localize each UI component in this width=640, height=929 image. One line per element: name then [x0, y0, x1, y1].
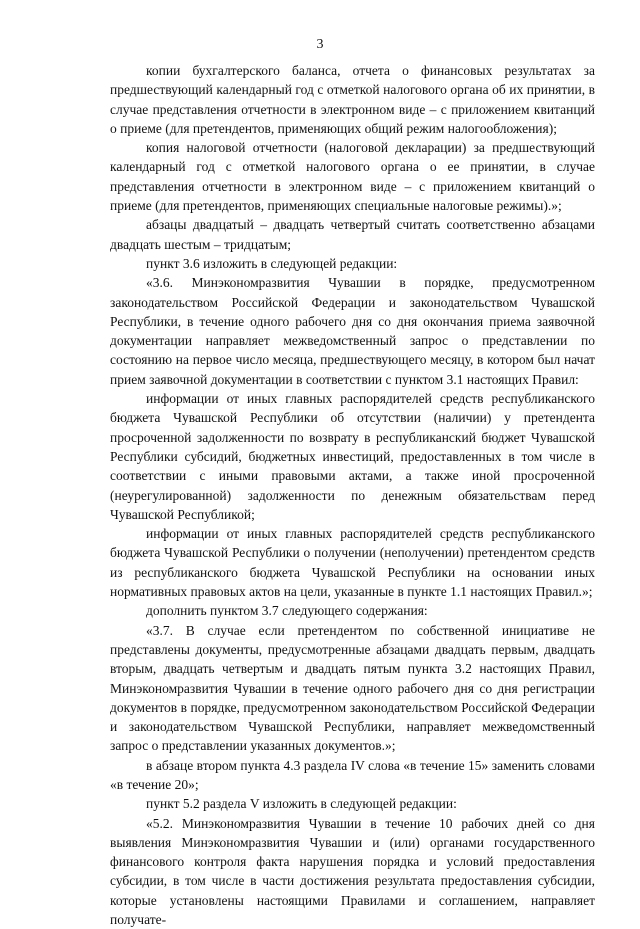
document-body — [110, 61, 595, 929]
paragraph: абзацы двадцатый – двадцать четвертый считать соответственно абзацами двадцать шестым – тридцатым; — [110, 217, 595, 252]
paragraph: информации от иных главных распорядителей средств республиканского бюджета Чувашской Республики об отсутствии (наличии) у претендента просроченной задолженности по возврату в республиканский бюджет Чувашской Республики субсидий, бюджетных инвестиций, предоставленных в том числе в соответствии с иными правовыми актами, а также иной просроченной (неурегулированной) задолженности по денежным обязательствам перед Чувашской Республикой; — [110, 391, 595, 522]
paragraph: «3.7. В случае если претендентом по собственной инициативе не представлены документы, предусмотренные абзацами двадцать первым, двадцать вторым, двадцать четвертым и двадцать пятым пункта 3.2 настоящих Правил, Минэкономразвития Чувашии в течение одного рабочего дня со дня регистрации документов в порядке, предусмотренном законодательством Российской Федерации и законодательством Чувашской Республики, направляет межведомственный запрос о представлении указанных документов.»; — [110, 622, 595, 754]
paragraph: информации от иных главных распорядителей средств республиканского бюджета Чувашской Республики о получении (неполучении) претендентом средств из республиканского бюджета Чувашской Республики на основании иных нормативных правовых актов на цели, указанные в пункте 1.1 настоящих Правил.»; — [110, 526, 595, 600]
paragraph: «5.2. Минэкономразвития Чувашии в течение 10 рабочих дней со дня выявления Минэкономразвития Чувашии и (или) органами государственного финансового контроля факта нарушения порядка и условий предоставления субсидии, в том числе в части достижения результата предоставления субсидии, которые установлены настоящими Правилами и соглашением, направляет получате- — [110, 815, 595, 928]
paragraph: пункт 5.2 раздела V изложить в следующей редакции: — [146, 796, 457, 812]
page-number: 3 — [316, 37, 324, 52]
paragraph: дополнить пунктом 3.7 следующего содержания: — [146, 603, 428, 619]
paragraph: «3.6. Минэкономразвития Чувашии в порядке, предусмотренном законодательством Российской Федерации и законодательством Чувашской Республики, в течение одного рабочего дня со дня окончания приема заявочной документации направляет межведомственный запрос о представлении по состоянию на первое число месяца, предшествующего месяцу, в котором был начат прием заявочной документации в соответствии с пунктом 3.1 настоящих Правил: — [110, 275, 595, 387]
paragraph: копия налоговой отчетности (налоговой декларации) за предшествующий календарный год с отметкой налогового органа о ее принятии, в случае представления отчетности в электронном виде – с приложением квитанций о приеме (для претендентов, применяющих специальные налоговые режимы).»; — [110, 140, 595, 214]
paragraph: копии бухгалтерского баланса, отчета о финансовых результатах за предшествующий календарный год с отметкой налогового органа об их принятии, в случае представления отчетности в электронном виде – с приложением квитанций о приеме (для претендентов, применяющих общий режим налогообложения); — [110, 63, 595, 136]
paragraph: в абзаце втором пункта 4.3 раздела IV слова «в течение 15» заменить словами «в течение 20»; — [110, 757, 595, 792]
paragraph: пункт 3.6 изложить в следующей редакции: — [146, 255, 398, 271]
